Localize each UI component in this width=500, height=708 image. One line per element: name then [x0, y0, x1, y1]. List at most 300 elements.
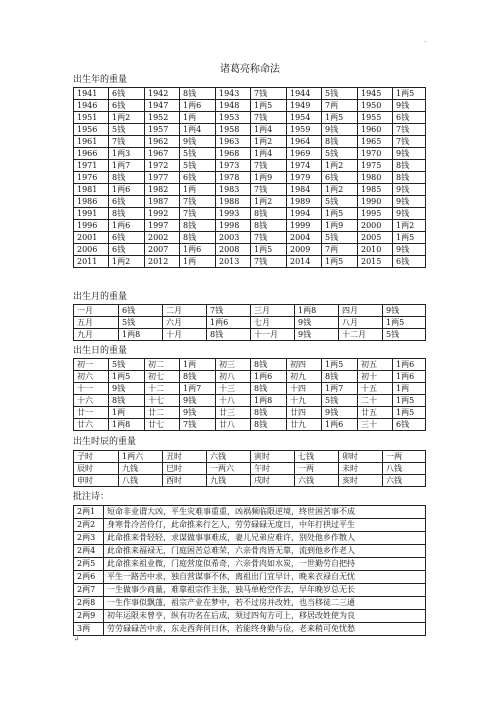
table-cell-weight: 一两	[383, 451, 426, 463]
table-cell-weight: 7钱	[180, 208, 216, 220]
table-cell-weight: 1两4	[180, 124, 216, 136]
table-cell-weight: 9钱	[109, 383, 145, 395]
note-text: 初年运限未曾亨，纵有功名在后成，须过四旬方可上，移居改姓使为良	[104, 610, 426, 623]
table-cell-key: 1949	[287, 100, 322, 112]
table-cell-key: 五月	[74, 317, 119, 329]
table-row	[74, 196, 426, 208]
table-cell-key: 1988	[216, 196, 251, 208]
table-row	[74, 419, 426, 431]
table-cell-weight: 6钱	[322, 172, 358, 184]
page-title: 诸葛亮称命法	[220, 64, 280, 75]
table-cell-weight: 1两	[180, 112, 216, 124]
note-weight: 2两9	[74, 610, 104, 623]
section-month-heading: 出生月的重量	[73, 292, 128, 302]
table-cell-weight: 1两2	[322, 160, 358, 172]
table-cell-weight: 6钱	[109, 88, 145, 100]
table-cell-key: 1974	[287, 160, 322, 172]
table-cell-key: 廿二	[145, 407, 180, 419]
table-cell-weight: 8钱	[207, 329, 251, 341]
table-cell-key: 1955	[358, 112, 393, 124]
table-cell-weight: 9钱	[180, 395, 216, 407]
table-cell-weight: 1两六	[119, 451, 163, 463]
table-cell-key: 廿六	[74, 419, 109, 431]
table-cell-key: 初七	[145, 371, 180, 383]
table-cell-weight: 1两3	[109, 148, 145, 160]
table-cell-weight: 5钱	[322, 88, 358, 100]
table-row	[74, 244, 426, 256]
table-cell-weight: 八钱	[383, 463, 426, 475]
table-cell-key: 1946	[74, 100, 109, 112]
note-weight: 2两7	[74, 584, 104, 597]
table-cell-weight: 5钱	[119, 317, 163, 329]
notes-table	[73, 505, 426, 636]
table-cell-key: 2001	[74, 232, 109, 244]
table-cell-key: 廿三	[216, 407, 251, 419]
table-row	[74, 124, 426, 136]
section-notes-heading: 批注诗：	[73, 492, 110, 502]
table-cell-weight: 1两6	[109, 184, 145, 196]
table-cell-key: 1971	[74, 160, 109, 172]
table-cell-key: 2004	[287, 232, 322, 244]
table-cell-weight: 5钱	[109, 124, 145, 136]
note-row	[74, 623, 426, 636]
table-cell-key: 1970	[358, 148, 393, 160]
table-cell-weight: 1两5	[322, 208, 358, 220]
note-text: 平生一路苦中求，独自营谋事不休，离祖出门宜早计，晚来衣禄自无忧	[104, 571, 426, 584]
table-cell-weight: 7钱	[109, 136, 145, 148]
table-cell-weight: 1两5	[393, 88, 426, 100]
table-cell-weight: 5钱	[322, 196, 358, 208]
table-cell-key: 1983	[216, 184, 251, 196]
table-cell-weight: 8钱	[251, 383, 287, 395]
table-cell-weight: 6钱	[109, 232, 145, 244]
table-cell-weight: 8钱	[322, 136, 358, 148]
table-cell-weight: 6钱	[109, 196, 145, 208]
table-row	[74, 148, 426, 160]
table-cell-key: 1999	[287, 220, 322, 232]
table-cell-key: 1962	[145, 136, 180, 148]
table-cell-key: 初八	[216, 371, 251, 383]
table-cell-key: 十九	[287, 395, 322, 407]
note-text: 身寒骨冷苦伶仃，此命推来行乞人，劳劳碌碌无度日，中年打拱过平生	[104, 519, 426, 532]
table-cell-key: 1984	[287, 184, 322, 196]
table-row	[74, 100, 426, 112]
table-row	[74, 208, 426, 220]
table-cell-weight: 8钱	[322, 371, 358, 383]
table-cell-key: 1953	[216, 112, 251, 124]
section-hour-heading: 出生时辰的重量	[73, 437, 137, 447]
table-cell-key: 廿五	[358, 407, 393, 419]
table-cell-key: 巳时	[163, 463, 207, 475]
table-cell-key: 1989	[287, 196, 322, 208]
table-cell-weight: 5钱	[109, 359, 145, 371]
table-cell-key: 1968	[216, 148, 251, 160]
table-cell-key: 1990	[358, 196, 393, 208]
note-weight: 2两4	[74, 545, 104, 558]
table-cell-weight: 7钱	[251, 184, 287, 196]
table-cell-key: 1941	[74, 88, 109, 100]
table-cell-weight: 1两8	[295, 305, 339, 317]
table-row	[74, 395, 426, 407]
page-mark-bottom: ↲	[73, 634, 80, 643]
table-cell-key: 初一	[74, 359, 109, 371]
table-cell-weight: 1两5	[383, 317, 426, 329]
table-row	[74, 305, 426, 317]
note-text: 此命推来骨轻轻，求谋做事事难成，妻儿兄弟应难许，别处他乡作散人	[104, 532, 426, 545]
table-cell-weight: 8钱	[251, 359, 287, 371]
table-row	[74, 232, 426, 244]
table-cell-weight: 6钱	[393, 112, 426, 124]
table-cell-weight: 1两5	[393, 395, 426, 407]
section-year-heading: 出生年的重量	[73, 75, 128, 85]
table-cell-weight: 一两六	[207, 463, 251, 475]
table-cell-key: 廿四	[287, 407, 322, 419]
table-cell-key: 初四	[287, 359, 322, 371]
table-cell-weight: 8钱	[251, 419, 287, 431]
table-cell-weight: 5钱	[322, 148, 358, 160]
note-row	[74, 584, 426, 597]
table-cell-key: 廿九	[287, 419, 322, 431]
table-cell-key: 1957	[145, 124, 180, 136]
note-row	[74, 571, 426, 584]
table-cell-weight: 1两7	[109, 160, 145, 172]
table-cell-key: 申时	[74, 475, 119, 487]
table-cell-key: 1995	[358, 208, 393, 220]
table-cell-weight: 8钱	[180, 371, 216, 383]
note-row	[74, 506, 426, 519]
table-cell-key: 丑时	[163, 451, 207, 463]
table-cell-key: 1952	[145, 112, 180, 124]
table-cell-weight: 8钱	[393, 160, 426, 172]
table-row	[74, 136, 426, 148]
table-cell-weight: 8钱	[109, 395, 145, 407]
table-cell-key: 初三	[216, 359, 251, 371]
table-cell-weight: 7钱	[251, 256, 287, 268]
table-cell-key: 1956	[74, 124, 109, 136]
table-cell-key: 十三	[216, 383, 251, 395]
table-cell-weight: 8钱	[393, 172, 426, 184]
note-text: 一生作事似飘蓬，祖宗产业在梦中，若不过房并改姓，也当移徒二三通	[104, 597, 426, 610]
table-cell-key: 1966	[74, 148, 109, 160]
table-cell-weight: 5钱	[322, 395, 358, 407]
table-row	[74, 463, 426, 475]
table-cell-weight: 六钱	[383, 475, 426, 487]
table-cell-weight: 七钱	[295, 451, 339, 463]
table-cell-weight: 7钱	[393, 136, 426, 148]
table-cell-key: 辰时	[74, 463, 119, 475]
table-cell-key: 1981	[74, 184, 109, 196]
table-cell-weight: 9钱	[393, 208, 426, 220]
table-cell-key: 2000	[358, 220, 393, 232]
table-cell-key: 1944	[287, 88, 322, 100]
table-cell-key: 1972	[145, 160, 180, 172]
table-cell-weight: 8钱	[251, 407, 287, 419]
table-cell-key: 1951	[74, 112, 109, 124]
table-cell-key: 十一月	[251, 329, 295, 341]
table-cell-key: 亥时	[339, 475, 383, 487]
table-cell-weight: 1两7	[322, 383, 358, 395]
table-row	[74, 329, 426, 341]
table-cell-key: 1973	[216, 160, 251, 172]
table-cell-key: 1954	[287, 112, 322, 124]
page-mark-top: .	[424, 36, 427, 44]
table-cell-key: 2008	[216, 244, 251, 256]
table-cell-weight: 5钱	[322, 232, 358, 244]
table-row	[74, 172, 426, 184]
table-cell-weight: 1两6	[393, 359, 426, 371]
table-cell-weight: 1两8	[109, 419, 145, 431]
table-cell-key: 1969	[287, 148, 322, 160]
table-cell-key: 子时	[74, 451, 119, 463]
table-cell-weight: 1两4	[251, 148, 287, 160]
note-row	[74, 558, 426, 571]
table-cell-weight: 1两6	[393, 371, 426, 383]
table-cell-key: 1943	[216, 88, 251, 100]
table-cell-key: 1982	[145, 184, 180, 196]
table-cell-weight: 6钱	[180, 172, 216, 184]
table-cell-key: 1975	[358, 160, 393, 172]
table-cell-key: 廿一	[74, 407, 109, 419]
table-cell-key: 1960	[358, 124, 393, 136]
table-cell-weight: 7两	[322, 100, 358, 112]
table-cell-key: 2002	[145, 232, 180, 244]
table-cell-weight: 8钱	[109, 208, 145, 220]
table-cell-weight: 1两5	[251, 244, 287, 256]
table-cell-weight: 1两6	[322, 419, 358, 431]
table-cell-weight: 九钱	[207, 475, 251, 487]
table-cell-weight: 1两9	[322, 220, 358, 232]
table-cell-weight: 7钱	[207, 305, 251, 317]
table-cell-key: 1961	[74, 136, 109, 148]
table-cell-weight: 7钱	[251, 112, 287, 124]
table-cell-key: 2009	[287, 244, 322, 256]
note-text: 此命推来福禄无，门庭困苦总难荣，六亲骨肉皆无靠，流到他乡作老人	[104, 545, 426, 558]
note-weight: 2两5	[74, 558, 104, 571]
table-cell-key: 2006	[74, 244, 109, 256]
table-cell-key: 1964	[287, 136, 322, 148]
table-cell-weight: 1两5	[322, 359, 358, 371]
table-cell-weight: 1两9	[251, 172, 287, 184]
table-cell-weight: 1两6	[207, 317, 251, 329]
section-day-heading: 出生日的重量	[73, 346, 128, 356]
note-text: 一生做事少商量，难靠祖宗作主张，独马单枪空作去，早年晚岁总无长	[104, 584, 426, 597]
table-cell-weight: 1两8	[251, 395, 287, 407]
table-cell-key: 2011	[74, 256, 109, 268]
note-row	[74, 545, 426, 558]
table-cell-weight: 1两6	[109, 220, 145, 232]
table-row	[74, 451, 426, 463]
table-cell-weight: 1两8	[119, 329, 163, 341]
table-cell-weight: 6钱	[109, 244, 145, 256]
table-cell-weight: 9钱	[180, 407, 216, 419]
table-cell-weight: 1两5	[251, 100, 287, 112]
table-cell-key: 戌时	[251, 475, 295, 487]
table-cell-weight: 1两5	[393, 407, 426, 419]
table-cell-key: 1965	[358, 136, 393, 148]
table-row	[74, 220, 426, 232]
day-weight-table	[73, 358, 426, 431]
table-cell-weight: 9钱	[322, 124, 358, 136]
table-cell-weight: 1两6	[251, 371, 287, 383]
table-cell-weight: 一两	[295, 463, 339, 475]
table-cell-key: 1979	[287, 172, 322, 184]
table-cell-weight: 9钱	[180, 136, 216, 148]
note-row	[74, 519, 426, 532]
table-cell-key: 酉时	[163, 475, 207, 487]
table-cell-key: 午时	[251, 463, 295, 475]
table-cell-weight: 8钱	[251, 208, 287, 220]
table-cell-weight: 1两5	[393, 232, 426, 244]
note-text: 短命非业谓大凶，平生灾难事重重，凶祸频临限逆境，终世困苦事不成	[104, 506, 426, 519]
table-cell-key: 2007	[145, 244, 180, 256]
note-row	[74, 597, 426, 610]
table-row	[74, 88, 426, 100]
table-cell-key: 七月	[251, 317, 295, 329]
table-cell-weight: 1两2	[393, 220, 426, 232]
table-cell-key: 十四	[287, 383, 322, 395]
table-cell-key: 六月	[163, 317, 207, 329]
note-row	[74, 610, 426, 623]
table-cell-weight: 1两7	[180, 383, 216, 395]
table-cell-key: 四月	[339, 305, 383, 317]
table-cell-key: 1980	[358, 172, 393, 184]
table-cell-weight: 6钱	[393, 419, 426, 431]
table-cell-weight: 7钱	[180, 419, 216, 431]
table-cell-weight: 九钱	[119, 463, 163, 475]
table-row	[74, 383, 426, 395]
table-cell-key: 2015	[358, 256, 393, 268]
table-cell-key: 1945	[358, 88, 393, 100]
table-cell-weight: 8钱	[180, 220, 216, 232]
table-cell-key: 1977	[145, 172, 180, 184]
table-cell-key: 2005	[358, 232, 393, 244]
table-cell-key: 八月	[339, 317, 383, 329]
table-cell-key: 初九	[287, 371, 322, 383]
table-cell-weight: 六钱	[295, 475, 339, 487]
table-cell-key: 1976	[74, 172, 109, 184]
table-cell-key: 十八	[216, 395, 251, 407]
table-cell-key: 1947	[145, 100, 180, 112]
table-cell-key: 1978	[216, 172, 251, 184]
table-cell-weight: 9钱	[393, 196, 426, 208]
table-cell-key: 十二	[145, 383, 180, 395]
table-cell-key: 1959	[287, 124, 322, 136]
note-text: 此命推来祖业微，门庭营度似希奇，六亲骨肉如水炭，一世勤劳自把持	[104, 558, 426, 571]
table-cell-key: 一月	[74, 305, 119, 317]
table-cell-weight: 5钱	[180, 160, 216, 172]
table-cell-weight: 9钱	[393, 244, 426, 256]
table-cell-weight: 8钱	[180, 88, 216, 100]
table-row	[74, 407, 426, 419]
table-cell-weight: 1两5	[322, 112, 358, 124]
table-cell-key: 1987	[145, 196, 180, 208]
table-cell-key: 十月	[163, 329, 207, 341]
table-cell-weight: 1两	[180, 359, 216, 371]
table-cell-weight: 1两	[180, 184, 216, 196]
table-cell-key: 十五	[358, 383, 393, 395]
table-cell-weight: 1两6	[180, 100, 216, 112]
table-row	[74, 359, 426, 371]
table-row	[74, 475, 426, 487]
table-cell-key: 十七	[145, 395, 180, 407]
table-cell-key: 十六	[74, 395, 109, 407]
table-cell-weight: 1两4	[251, 124, 287, 136]
table-cell-weight: 1两2	[251, 136, 287, 148]
table-cell-key: 1996	[74, 220, 109, 232]
table-cell-weight: 8钱	[180, 232, 216, 244]
table-cell-key: 2010	[358, 244, 393, 256]
table-row	[74, 256, 426, 268]
table-cell-key: 二十	[358, 395, 393, 407]
table-cell-weight: 5钱	[383, 329, 426, 341]
table-cell-weight: 6钱	[119, 305, 163, 317]
table-cell-key: 1992	[145, 208, 180, 220]
table-cell-key: 初六	[74, 371, 109, 383]
table-cell-weight: 1两5	[109, 371, 145, 383]
table-cell-key: 廿七	[145, 419, 180, 431]
note-weight: 2两6	[74, 571, 104, 584]
table-cell-key: 1950	[358, 100, 393, 112]
table-cell-weight: 8钱	[251, 220, 287, 232]
table-cell-weight: 六钱	[207, 451, 251, 463]
note-weight: 2两8	[74, 597, 104, 610]
note-row	[74, 532, 426, 545]
table-cell-key: 1991	[74, 208, 109, 220]
table-cell-key: 1958	[216, 124, 251, 136]
note-weight: 2两3	[74, 532, 104, 545]
table-cell-key: 九月	[74, 329, 119, 341]
table-cell-weight: 1两6	[180, 244, 216, 256]
year-weight-table	[73, 87, 426, 268]
table-cell-weight: 9钱	[383, 305, 426, 317]
table-cell-weight: 7钱	[251, 160, 287, 172]
month-weight-table	[73, 304, 426, 341]
table-cell-weight: 八钱	[119, 475, 163, 487]
table-cell-key: 寅时	[251, 451, 295, 463]
table-cell-key: 1948	[216, 100, 251, 112]
table-cell-key: 1993	[216, 208, 251, 220]
table-cell-weight: 6钱	[393, 256, 426, 268]
table-cell-weight: 9钱	[393, 184, 426, 196]
table-row	[74, 317, 426, 329]
table-cell-key: 1997	[145, 220, 180, 232]
note-weight: 3两	[74, 623, 104, 636]
table-cell-weight: 9钱	[393, 148, 426, 160]
table-cell-weight: 1两	[109, 407, 145, 419]
table-cell-key: 2012	[145, 256, 180, 268]
table-cell-key: 廿八	[216, 419, 251, 431]
table-cell-key: 1985	[358, 184, 393, 196]
table-cell-key: 卯时	[339, 451, 383, 463]
table-cell-weight: 5钱	[180, 148, 216, 160]
table-cell-key: 1942	[145, 88, 180, 100]
table-cell-key: 十一	[74, 383, 109, 395]
table-cell-weight: 1两	[393, 383, 426, 395]
table-cell-weight: 9钱	[393, 100, 426, 112]
table-cell-key: 1994	[287, 208, 322, 220]
table-cell-key: 初十	[358, 371, 393, 383]
note-text: 劳劳碌碌苦中求，东走西奔何日休，若能终身勤与俭，老来稍可免忧愁	[104, 623, 426, 636]
table-cell-weight: 1两2	[109, 112, 145, 124]
table-cell-weight: 7钱	[251, 88, 287, 100]
table-cell-key: 2003	[216, 232, 251, 244]
table-row	[74, 160, 426, 172]
table-cell-weight: 8钱	[109, 172, 145, 184]
table-cell-weight: 1两	[180, 256, 216, 268]
table-cell-key: 1963	[216, 136, 251, 148]
table-cell-weight: 7钱	[180, 196, 216, 208]
table-cell-key: 未时	[339, 463, 383, 475]
